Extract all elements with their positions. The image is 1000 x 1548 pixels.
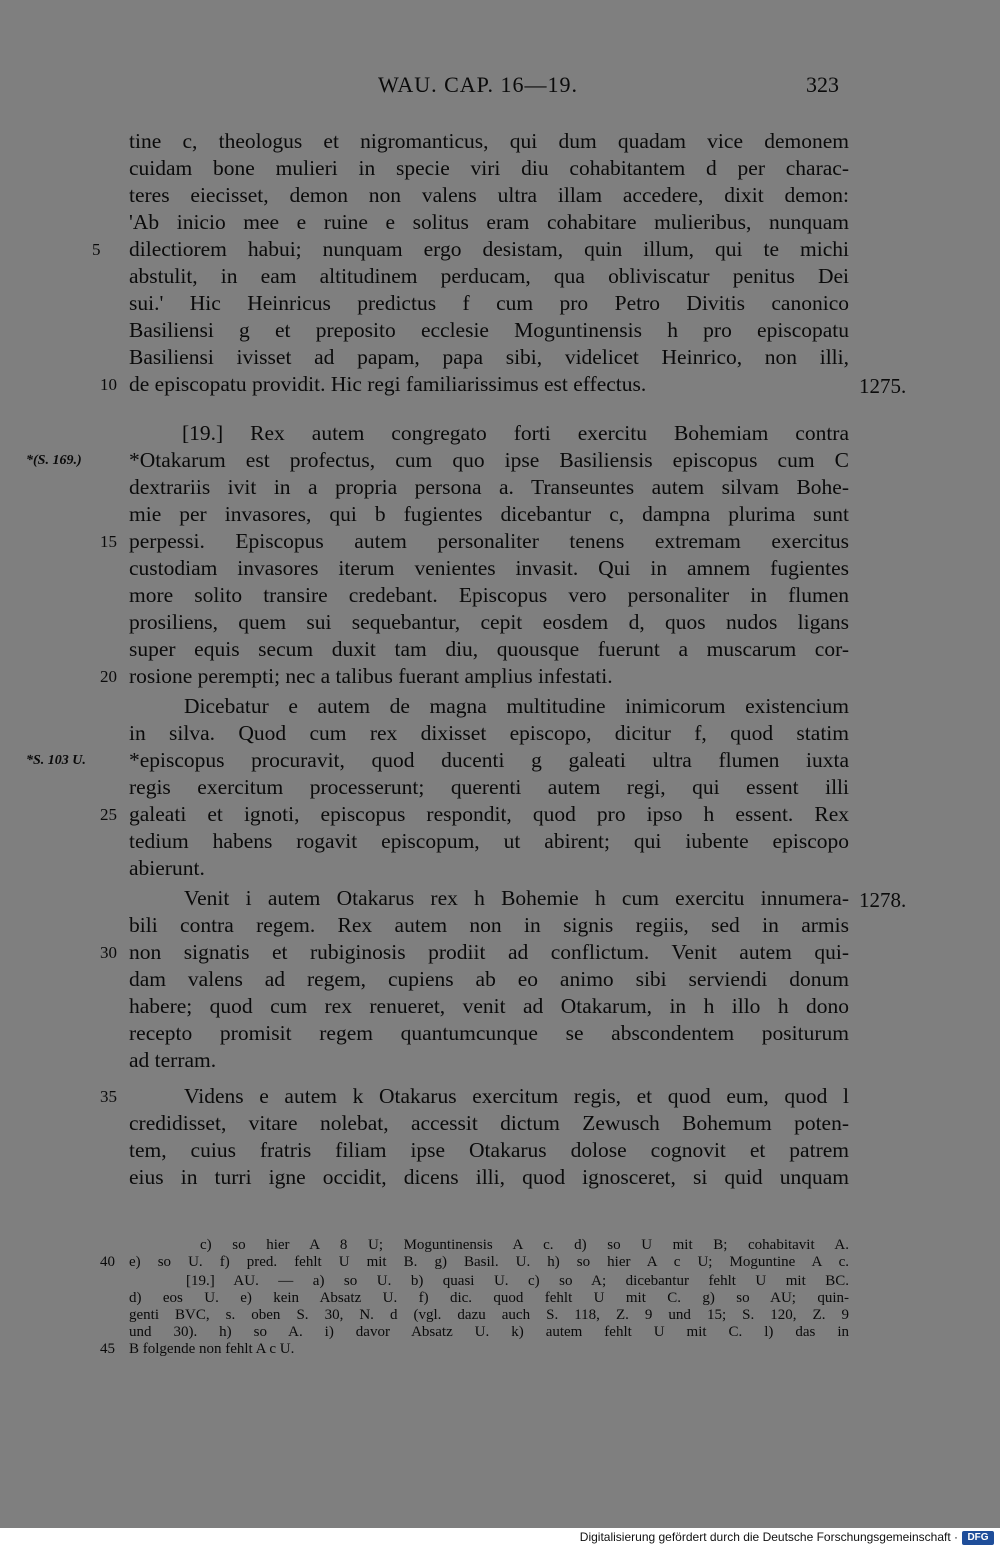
- margin-year: 1278.: [859, 888, 907, 912]
- text-line: teres eiecisset, demon non valens ultra illam accedere, dixit demon:: [129, 183, 849, 207]
- text-line: perpessi. Episcopus autem personaliter tenens extremam exercitus: [129, 529, 849, 553]
- footnote-line: e) so U. f) pred. fehlt U mit B. g) Basil. U. h) so hier A c U; Moguntine A c.: [129, 1254, 849, 1270]
- dfg-logo: DFG: [962, 1531, 994, 1545]
- text-line: tine c, theologus et nigromanticus, qui dum quadam vice demonem: [129, 129, 849, 153]
- text-line: Venit i autem Otakarus rex h Bohemie h cum exercitu innumera-: [184, 886, 849, 910]
- footnote-line: c) so hier A 8 U; Moguntinensis A c. d) so U mit B; cohabitavit A.: [200, 1237, 849, 1253]
- text-line: cuidam bone mulieri in specie viri diu cohabitantem d per charac-: [129, 156, 849, 180]
- text-line: more solito transire credebant. Episcopus vero personaliter in flumen: [129, 583, 849, 607]
- text-line: sui.' Hic Heinricus predictus f cum pro Petro Divitis canonico: [129, 291, 849, 315]
- text-line: Basiliensi ivisset ad papam, papa sibi, videlicet Heinrico, non illi,: [129, 345, 849, 369]
- text-line: super equis secum duxit tam diu, quousque fuerunt a muscarum cor-: [129, 637, 849, 661]
- text-line: Videns e autem k Otakarus exercitum regis, et quod eum, quod l: [184, 1084, 849, 1108]
- text-line: rosione perempti; nec a talibus fuerant amplius infestati.: [129, 664, 613, 688]
- footnote-line: B folgende non fehlt A c U.: [129, 1341, 295, 1357]
- text-line: mie per invasores, qui b fugientes dicebantur c, dampna plurima sunt: [129, 502, 849, 526]
- footer-bar: [0, 1528, 1000, 1548]
- text-line: credidisset, vitare nolebat, accessit dictum Zewusch Bohemum poten-: [129, 1111, 849, 1135]
- margin-year: 1275.: [859, 374, 907, 398]
- text-line: galeati et ignoti, episcopus respondit, quod pro ipso h essent. Rex: [129, 802, 849, 826]
- text-line: abstulit, in eam altitudinem perducam, qua obliviscatur penitus Dei: [129, 264, 849, 288]
- footnote-line-number: 45: [100, 1341, 115, 1357]
- line-number: 20: [100, 667, 117, 686]
- page-number: 323: [806, 72, 839, 97]
- funding-credit: Digitalisierung gefördert durch die Deutsche Forschungsgemeinschaft ·: [579, 1530, 958, 1544]
- line-number: 25: [100, 805, 117, 824]
- text-line: Dicebatur e autem de magna multitudine inimicorum existencium: [184, 694, 849, 718]
- text-line: bili contra regem. Rex autem non in signis regiis, sed in armis: [129, 913, 849, 937]
- text-line: *Otakarum est profectus, cum quo ipse Basiliensis episcopus cum C: [129, 448, 849, 472]
- text-line: Basiliensi g et preposito ecclesie Moguntinensis h pro episcopatu: [129, 318, 849, 342]
- text-line: non signatis et rubiginosis prodiit ad conflictum. Venit autem qui-: [129, 940, 849, 964]
- footnote-line: [19.] AU. — a) so U. b) quasi U. c) so A; dicebantur fehlt U mit BC.: [186, 1273, 849, 1289]
- footnote-line: genti BVC, s. oben S. 30, N. d (vgl. dazu auch S. 118, Z. 9 und 15; S. 120, Z. 9: [129, 1307, 849, 1323]
- text-line: regis exercitum processerunt; querenti autem regi, qui essent illi: [129, 775, 849, 799]
- text-line: ad terram.: [129, 1048, 217, 1072]
- text-line: dextrariis ivit in a propria persona a. Transeuntes autem silvam Bohe-: [129, 475, 849, 499]
- margin-reference: *(S. 169.): [26, 453, 82, 468]
- text-line: dilectiorem habui; nunquam ergo desistam, quin illum, qui te michi: [129, 237, 849, 261]
- text-line: in silva. Quod cum rex dixisset episcopo, dicitur f, quod statim: [129, 721, 849, 745]
- text-line: *episcopus procuravit, quod ducenti g galeati ultra flumen iuxta: [129, 748, 849, 772]
- text-line: eius in turri igne occidit, dicens illi, quod ignosceret, si quid unquam: [129, 1165, 849, 1189]
- text-line: custodiam invasores iterum venientes invasit. Qui in amnem fugientes: [129, 556, 849, 580]
- line-number: 10: [100, 375, 117, 394]
- line-number: 5: [92, 240, 101, 259]
- text-line: 'Ab inicio mee e ruine e solitus eram cohabitare mulieribus, nunquam: [129, 210, 849, 234]
- running-header: WAU. CAP. 16—19.: [378, 72, 578, 97]
- margin-reference: *S. 103 U.: [26, 753, 86, 768]
- footnote-line: d) eos U. e) kein Absatz U. f) dic. quod fehlt U mit C. g) so AU; quin-: [129, 1290, 849, 1306]
- line-number: 30: [100, 943, 117, 962]
- text-line: recepto promisit regem quantumcunque se abscondentem positurum: [129, 1021, 849, 1045]
- line-number: 15: [100, 532, 117, 551]
- text-line: de episcopatu providit. Hic regi familiarissimus est effectus.: [129, 372, 647, 396]
- text-line: tedium habens rogavit episcopum, ut abirent; qui iubente episcopo: [129, 829, 849, 853]
- text-line: abierunt.: [129, 856, 205, 880]
- footnote-line: und 30). h) so A. i) davor Absatz U. k) autem fehlt U mit C. l) das in: [129, 1324, 849, 1340]
- text-line: tem, cuius fratris filiam ipse Otakarus dolose cognovit et patrem: [129, 1138, 849, 1162]
- text-line: habere; quod cum rex renueret, venit ad Otakarum, in h illo h dono: [129, 994, 849, 1018]
- text-line: prosiliens, quem sui sequebantur, cepit eosdem d, quos nudos ligans: [129, 610, 849, 634]
- line-number: 35: [100, 1087, 117, 1106]
- text-line: dam valens ad regem, cupiens ab eo animo sibi serviendi donum: [129, 967, 849, 991]
- footnote-line-number: 40: [100, 1254, 115, 1270]
- text-line: [19.] Rex autem congregato forti exercitu Bohemiam contra: [182, 421, 849, 445]
